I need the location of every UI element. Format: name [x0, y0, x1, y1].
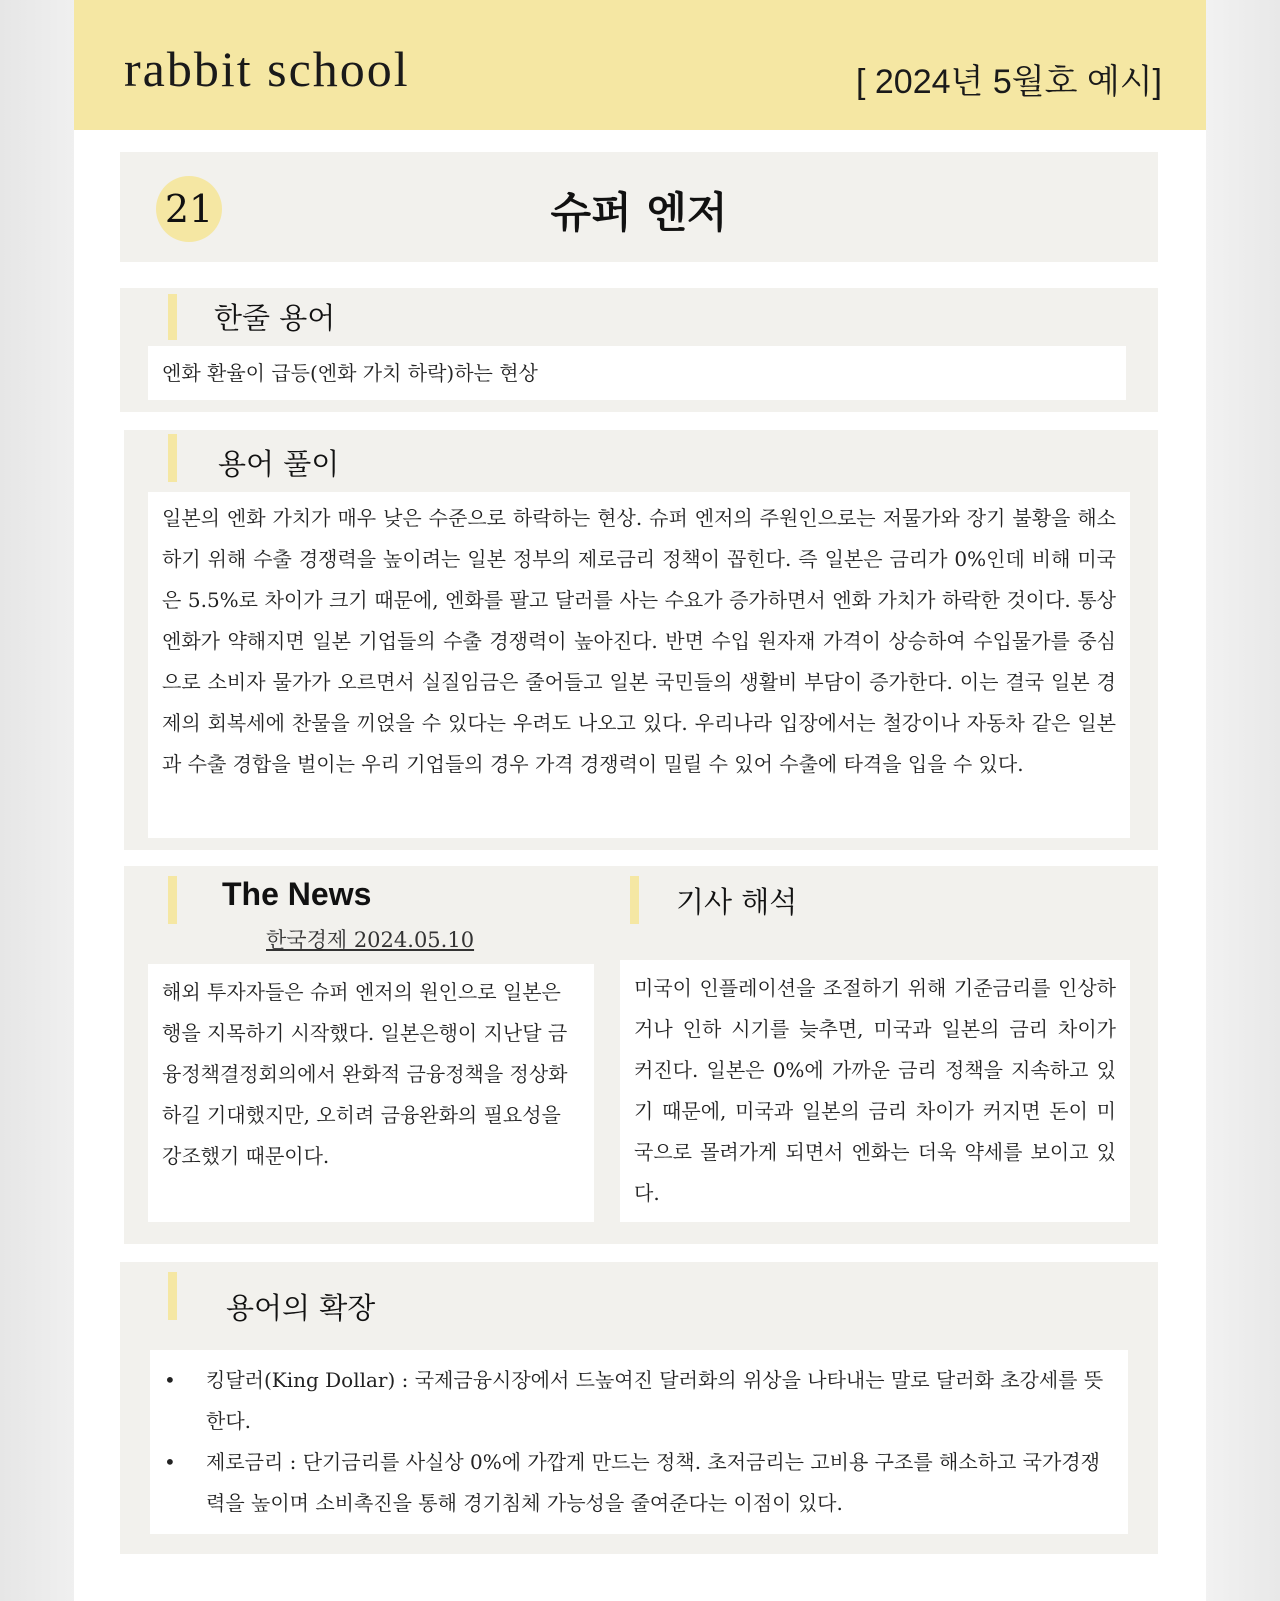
one-line-section — [120, 288, 1158, 412]
extension-item-zero-rate: • 제로금리 : 단기금리를 사실상 0%에 가깝게 만드는 정책. 초저금리는 고비용 구조를 해소하고 국가경쟁력을 높이며 소비촉진을 통해 경기침체 가능성을 줄여준다는 이점이 있다. — [150, 1442, 1110, 1524]
section-accent-bar — [168, 434, 177, 482]
one-line-text: 엔화 환율이 급등(엔화 가치 하락)하는 현상 — [148, 346, 1126, 400]
term-title: 슈퍼 엔저 — [550, 188, 728, 237]
newsletter-page — [74, 0, 1206, 1601]
section-accent-bar — [630, 876, 639, 924]
analysis-heading: 기사 해석 — [676, 885, 798, 919]
extension-heading: 용어의 확장 — [226, 1291, 376, 1325]
extension-list — [150, 1360, 1110, 1524]
term-number-badge: 21 — [156, 176, 222, 242]
page-header — [74, 0, 1206, 130]
extension-section — [120, 1262, 1158, 1554]
extension-list-panel — [150, 1350, 1128, 1534]
extension-item-king-dollar: • 킹달러(King Dollar) : 국제금융시장에서 드높여진 달러화의 위상을 나타내는 말로 달러화 초강세를 뜻한다. — [150, 1360, 1110, 1442]
explanation-section — [124, 430, 1158, 850]
issue-label: [ 2024년 5월호 예시] — [856, 63, 1162, 101]
news-source: 한국경제 2024.05.10 — [266, 928, 475, 952]
section-accent-bar — [168, 1272, 177, 1320]
section-accent-bar — [168, 876, 177, 924]
news-text: 해외 투자자들은 슈퍼 엔저의 원인으로 일본은행을 지목하기 시작했다. 일본은행이 지난달 금융정책결정회의에서 완화적 금융정책을 정상화하길 기대했지만, 오히려 금융완화의 필요성을 강조했기 때문이다. — [148, 964, 594, 1222]
term-title-box — [120, 152, 1158, 262]
brand-logo-text: rabbit school — [124, 41, 410, 97]
news-section — [124, 866, 1158, 1244]
news-heading: The News — [222, 876, 372, 912]
one-line-heading: 한줄 용어 — [214, 301, 336, 335]
section-accent-bar — [168, 294, 177, 340]
explanation-heading: 용어 풀이 — [218, 447, 340, 481]
analysis-text: 미국이 인플레이션을 조절하기 위해 기준금리를 인상하거나 인하 시기를 늦추면, 미국과 일본의 금리 차이가 커진다. 일본은 0%에 가까운 금리 정책을 지속하고 있기 때문에, 미국과 일본의 금리 차이가 커지면 돈이 미국으로 몰려가게 되면서 엔화는 더욱 약세를 보이고 있다. — [620, 960, 1130, 1222]
explanation-text: 일본의 엔화 가치가 매우 낮은 수준으로 하락하는 현상. 슈퍼 엔저의 주원인으로는 저물가와 장기 불황을 해소하기 위해 수출 경쟁력을 높이려는 일본 정부의 제로금리 정책이 꼽힌다. 즉 일본은 금리가 0%인데 비해 미국은 5.5%로 차이가 크기 때문에, 엔화를 팔고 달러를 사는 수요가 증가하면서 엔화 가치가 하락한 것이다. 통상 엔화가 약해지면 일본 기업들의 수출 경쟁력이 높아진다. 반면 수입 원자재 가격이 상승하여 수입물가를 중심으로 소비자 물가가 오르면서 실질임금은 줄어들고 일본 국민들의 생활비 부담이 증가한다. 이는 결국 일본 경제의 회복세에 찬물을 끼얹을 수 있다는 우려도 나오고 있다. 우리나라 입장에서는 철강이나 자동차 같은 일본과 수출 경합을 벌이는 우리 기업들의 경우 가격 경쟁력이 밀릴 수 있어 수출에 타격을 입을 수 있다. — [148, 492, 1130, 838]
